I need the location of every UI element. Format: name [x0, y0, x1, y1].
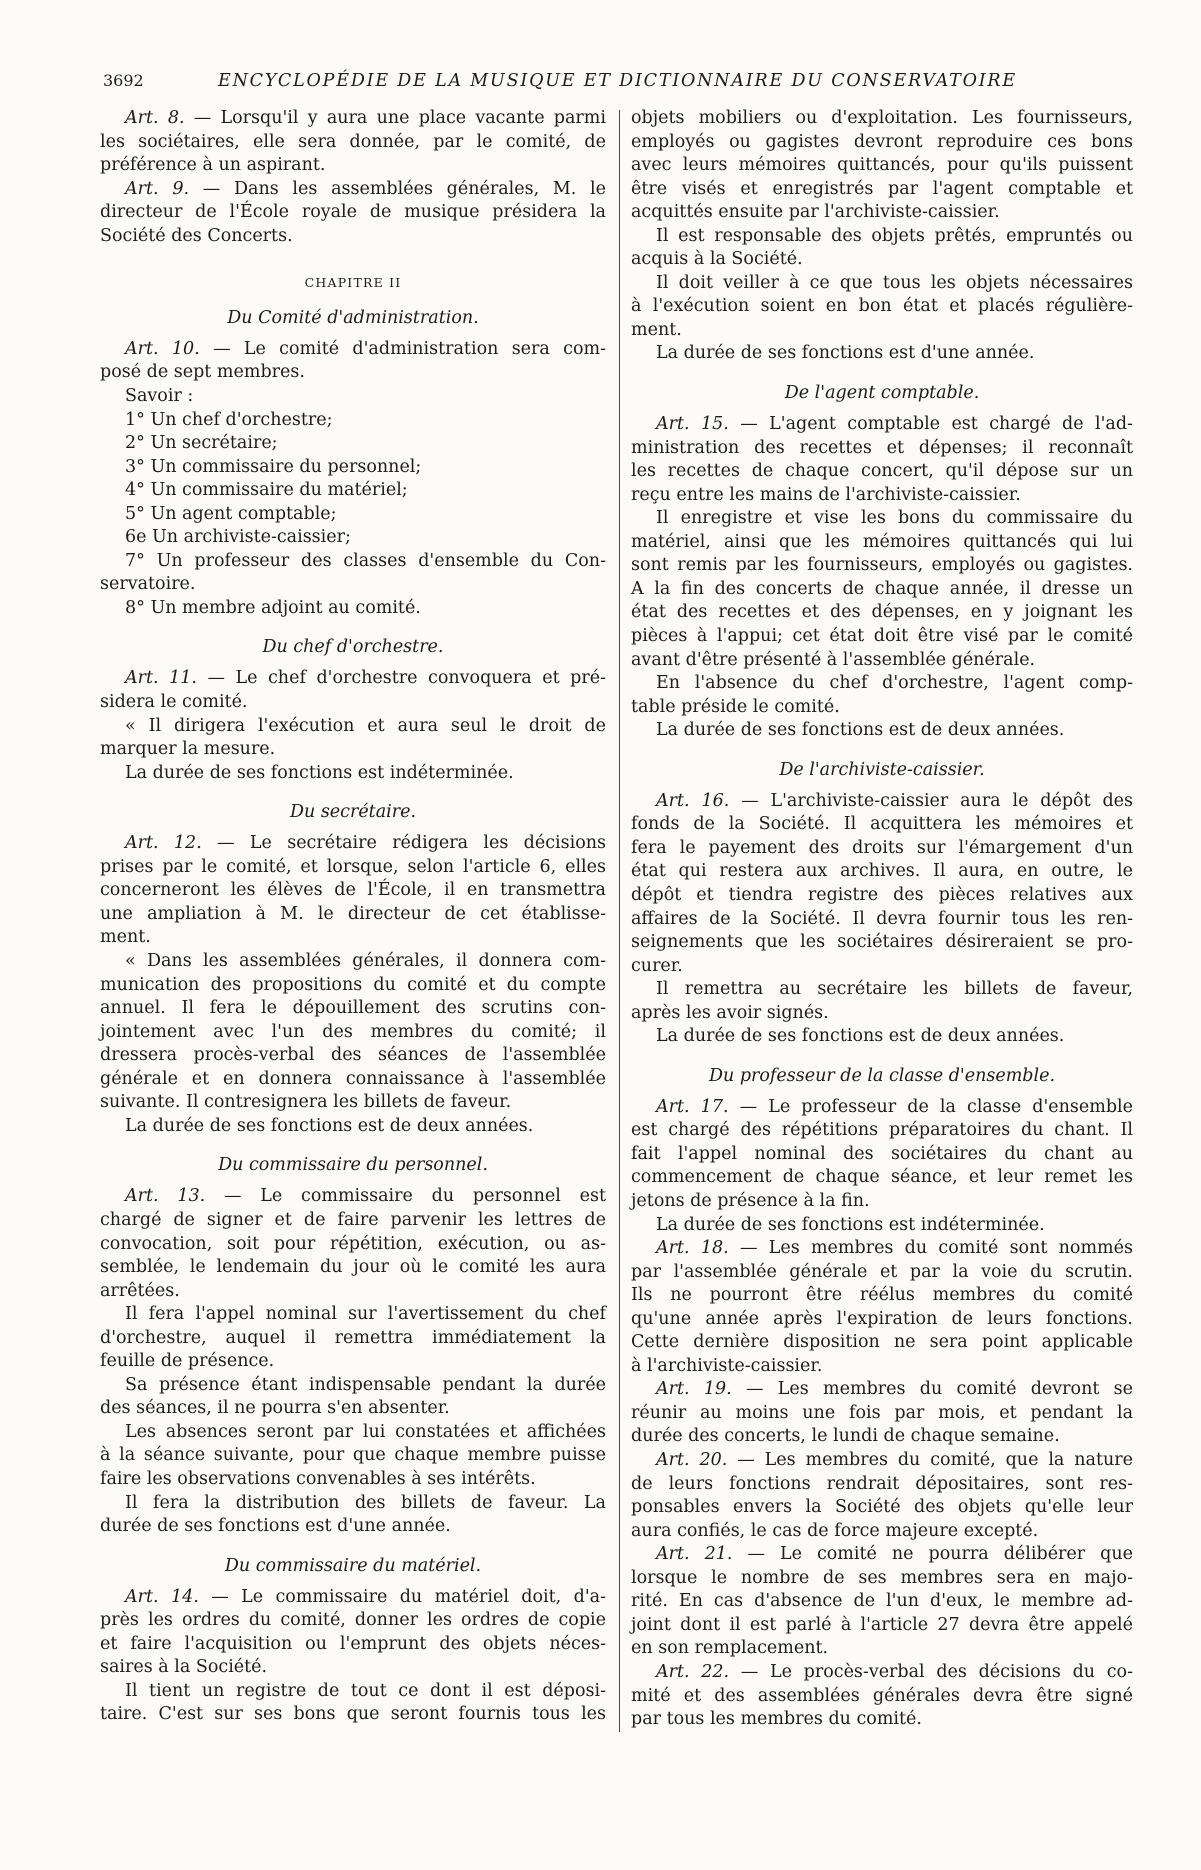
- article-paragraph: [631, 790, 1133, 978]
- text-line: La durée de ses fonctions est d'une année.: [656, 343, 1035, 364]
- text-line: fonds de la Société. Il acquittera les mémoires et: [631, 814, 1133, 835]
- text-line: [631, 1449, 1133, 1473]
- text-line: acquis à la Société.: [631, 249, 803, 270]
- text-line: Il remettra au secrétaire les billets de faveur,: [656, 979, 1133, 1000]
- article-label: Art. 16.: [656, 790, 730, 811]
- line-text: — Les membres du comité sont nommés: [739, 1238, 1133, 1259]
- line-text: — Les membres du comité devront se: [746, 1379, 1133, 1400]
- text-line: Il enregistre et vise les bons du commissaire du: [656, 508, 1133, 529]
- left-column: [100, 107, 606, 1727]
- text-line: préférence à un aspirant.: [100, 155, 326, 176]
- article-paragraph: [631, 413, 1133, 507]
- text-line: faire les observations convenables à ses intérêts.: [100, 1468, 536, 1489]
- text-line: réunir au moins une fois par mois, et pendant la: [631, 1402, 1133, 1423]
- article-paragraph: [100, 667, 606, 714]
- text-line: sont remis par les fournisseurs, employés ou gagistes.: [631, 555, 1133, 576]
- text-line: être visés et enregistrés par l'agent comptable et: [631, 178, 1133, 199]
- article-label: Art. 18.: [656, 1238, 729, 1259]
- paragraph: [100, 409, 606, 433]
- line-text: — Dans les assemblées générales, M. le: [202, 178, 607, 199]
- text-line: [100, 107, 606, 131]
- text-line: par l'assemblée générale et par la voie du scrutin.: [631, 1261, 1133, 1282]
- line-text: — Les membres du comité, que la nature: [737, 1450, 1133, 1471]
- text-line: La durée de ses fonctions est de deux années.: [656, 1026, 1065, 1047]
- page-number: 3692: [103, 71, 144, 90]
- article-paragraph: [631, 1543, 1133, 1661]
- article-paragraph: [100, 1185, 606, 1303]
- article-label: Art. 12.: [125, 833, 202, 854]
- text-line: [631, 790, 1133, 814]
- text-line: ment.: [631, 319, 682, 340]
- running-title: ENCYCLOPÉDIE DE LA MUSIQUE ET DICTIONNAIRE DU CONSERVATOIRE: [218, 71, 1017, 91]
- chapter-heading: CHAPITRE II: [304, 275, 402, 291]
- line-text: — Lorsqu'il y aura une place vacante parmi: [193, 108, 606, 128]
- paragraph: [631, 1025, 1133, 1049]
- article-label: Art. 17.: [656, 1096, 729, 1117]
- section-heading: Du professeur de la classe d'ensemble.: [708, 1065, 1056, 1086]
- line-text: — Le commissaire du matériel doit, d'a-: [211, 1586, 606, 1607]
- text-line: Il doit veiller à ce que tous les objets nécessaires: [656, 272, 1133, 293]
- text-line: servatoire.: [100, 574, 196, 595]
- text-line: curer.: [631, 955, 683, 976]
- text-line: Cette dernière disposition ne sera point applicable: [631, 1332, 1133, 1353]
- text-line: avant d'être présenté à l'assemblée générale.: [631, 649, 1036, 670]
- text-line: une ampliation à M. le directeur de cet établisse-: [100, 903, 606, 924]
- paragraph: [100, 1374, 606, 1421]
- text-line: lorsque le nombre de ses membres sera en majo-: [631, 1567, 1133, 1588]
- text-line: 7° Un professeur des classes d'ensemble du Con-: [125, 550, 606, 571]
- text-line: jointement avec l'un des membres du comité; il: [100, 1021, 606, 1042]
- paragraph: [631, 1214, 1133, 1238]
- text-line: convocation, soit pour répétition, exécution, ou as-: [100, 1233, 606, 1254]
- text-line: 5° Un agent comptable;: [125, 503, 337, 524]
- article-label: Art. 9.: [125, 178, 190, 199]
- text-line: générale et en donnera connaissance à l'assemblée: [100, 1068, 606, 1089]
- text-line: [100, 667, 606, 691]
- text-line: semblée, le lendemain du jour où le comité les aura: [100, 1257, 606, 1278]
- line-text: — Le chef d'orchestre convoquera et pré-: [207, 668, 606, 689]
- text-line: affaires de la Société. Il devra fournir tous les ren-: [631, 908, 1133, 929]
- right-column: [631, 107, 1133, 1732]
- text-line: [100, 1586, 606, 1610]
- text-line: La durée de ses fonctions est de deux années.: [125, 1115, 534, 1136]
- text-line: ponsables envers la Société des objets qu'elle leur: [631, 1497, 1133, 1518]
- text-line: sidera le comité.: [100, 692, 248, 713]
- article-paragraph: [100, 338, 606, 385]
- text-line: Société des Concerts.: [100, 225, 293, 246]
- text-line: table préside le comité.: [631, 696, 840, 717]
- paragraph: [100, 1492, 606, 1539]
- line-text: — Le commissaire du personnel est: [224, 1186, 606, 1207]
- article-label: Art. 22.: [656, 1661, 730, 1682]
- section-heading: Du commissaire du matériel.: [224, 1555, 482, 1576]
- text-line: 3° Un commissaire du personnel;: [125, 456, 422, 477]
- text-line: aura confiés, le cas de force majeure excepté.: [631, 1520, 1039, 1541]
- text-line: et faire l'acquisition ou l'emprunt des objets néces-: [100, 1633, 606, 1654]
- text-line: 2° Un secrétaire;: [125, 433, 278, 454]
- text-line: qu'une année après l'expiration de leurs fonctions.: [631, 1308, 1133, 1329]
- text-line: [631, 1543, 1133, 1567]
- text-line: Il fera l'appel nominal sur l'avertissement du chef: [125, 1304, 606, 1325]
- text-line: joint dont il est parlé à l'article 27 devra être appelé: [631, 1614, 1133, 1635]
- text-line: état des recettes et des dépenses, en y joignant les: [631, 602, 1133, 623]
- section-heading: De l'agent comptable.: [784, 383, 980, 404]
- text-line: acquittés ensuite par l'archiviste-caissier.: [631, 202, 1000, 223]
- text-line: à l'exécution soient en bon état et placés régulière-: [631, 296, 1133, 317]
- paragraph: [100, 550, 606, 597]
- text-line: durée de ses fonctions est d'une année.: [100, 1516, 451, 1537]
- article-label: Art. 15.: [656, 414, 729, 435]
- text-line: dépôt et tiendra registre des pièces relatives aux: [631, 884, 1133, 905]
- section-heading: Du chef d'orchestre.: [262, 637, 444, 658]
- text-line: « Dans les assemblées générales, il donnera com-: [125, 951, 606, 971]
- text-line: à la séance suivante, pour que chaque membre puisse: [100, 1445, 606, 1466]
- text-line: [100, 338, 606, 362]
- article-paragraph: [631, 1096, 1133, 1214]
- text-line: Les absences seront par lui constatées et affichées: [125, 1421, 606, 1442]
- article-label: Art. 21.: [656, 1544, 733, 1565]
- text-line: concerneront les élèves de l'École, il en transmettra: [100, 880, 606, 901]
- text-line: 4° Un commissaire du matériel;: [125, 480, 408, 501]
- article-paragraph: [631, 1449, 1133, 1543]
- text-line: est chargé des répétitions préparatoires du chant. Il: [631, 1120, 1133, 1141]
- text-line: arrêtées.: [100, 1280, 180, 1301]
- text-line: taire. C'est sur ses bons que seront fournis tous les: [100, 1704, 606, 1725]
- text-line: prises par le comité, et lorsque, selon l'article 6, elles: [100, 856, 606, 877]
- text-line: [631, 1661, 1133, 1685]
- paragraph: [631, 342, 1133, 366]
- text-line: des séances, il ne pourra s'en absenter.: [100, 1398, 450, 1419]
- text-line: commencement de chaque séance, et leur remet les: [631, 1167, 1133, 1188]
- text-line: Sa présence étant indispensable pendant la durée: [125, 1374, 606, 1395]
- text-line: Il fera la distribution des billets de faveur. La: [125, 1492, 606, 1513]
- paragraph: [100, 503, 606, 527]
- article-label: Art. 13.: [125, 1186, 206, 1207]
- text-line: La durée de ses fonctions est de deux années.: [656, 720, 1065, 741]
- paragraph: [631, 272, 1133, 343]
- paragraph: [631, 225, 1133, 272]
- text-line: feuille de présence.: [100, 1351, 275, 1372]
- paragraph: [100, 597, 606, 621]
- text-line: directeur de l'École royale de musique présidera la: [100, 202, 606, 223]
- text-line: [100, 1185, 606, 1209]
- paragraph: [631, 672, 1133, 719]
- line-text: — L'archiviste-caissier aura le dépôt des: [741, 790, 1133, 811]
- text-line: à l'archiviste-caissier.: [631, 1355, 823, 1376]
- article-label: Art. 20.: [656, 1450, 728, 1471]
- text-line: chargé de signer et de faire parvenir les lettres de: [100, 1209, 606, 1230]
- text-line: suivante. Il contresignera les billets de faveur.: [100, 1092, 512, 1113]
- text-line: [631, 1378, 1133, 1402]
- text-line: Il tient un registre de tout ce dont il est déposi-: [125, 1680, 606, 1701]
- text-line: fera le payement des droits sur l'émargement d'un: [631, 837, 1133, 858]
- text-line: durée des concerts, le lundi de chaque semaine.: [631, 1426, 1060, 1447]
- text-line: marquer la mesure.: [100, 739, 276, 760]
- text-line: dressera procès-verbal des séances de l'assemblée: [100, 1045, 606, 1066]
- text-line: employés ou gagistes devront reproduire ces bons: [631, 131, 1133, 152]
- text-line: La durée de ses fonctions est indéterminée.: [656, 1214, 1045, 1235]
- text-line: pièces à l'appui; cet état doit être visé par le comité: [631, 625, 1133, 646]
- text-line: [631, 1237, 1133, 1261]
- article-label: Art. 14.: [125, 1586, 199, 1607]
- line-text: — Le procès-verbal des décisions du co-: [740, 1661, 1133, 1682]
- paragraph: [100, 432, 606, 456]
- text-line: 6e Un archiviste-caissier;: [125, 527, 351, 548]
- paragraph: [100, 1421, 606, 1492]
- text-line: La durée de ses fonctions est indéterminée.: [125, 762, 514, 783]
- section-heading: Du Comité d'administration.: [227, 307, 479, 328]
- line-text: — Le secrétaire rédigera les décisions: [217, 833, 606, 854]
- paragraph: [100, 385, 606, 409]
- article-paragraph: [100, 107, 606, 178]
- paragraph: [100, 762, 606, 786]
- text-line: d'orchestre, auquel il remettra immédiatement la: [100, 1327, 606, 1348]
- paragraph: [100, 715, 606, 762]
- section-heading: Du secrétaire.: [289, 802, 417, 823]
- paragraph: [100, 479, 606, 503]
- text-line: mité et des assemblées générales devra être signé: [631, 1685, 1133, 1706]
- text-line: munication des propositions du comité et du compte: [100, 974, 606, 995]
- article-paragraph: [100, 832, 606, 950]
- line-text: — Le comité ne pourra délibérer que: [747, 1544, 1133, 1565]
- line-text: — Le comité d'administration sera com-: [213, 338, 606, 359]
- paragraph: [100, 1680, 606, 1727]
- text-line: les sociétaires, elle sera donnée, par le comité, de: [100, 131, 606, 152]
- text-line: état qui restera aux archives. Il aura, en outre, le: [631, 861, 1133, 882]
- article-paragraph: [631, 1661, 1133, 1732]
- paragraph: [100, 1303, 606, 1374]
- text-line: avec leurs mémoires quittancés, pour qu'ils puissent: [631, 155, 1133, 176]
- article-paragraph: [100, 1586, 606, 1680]
- text-line: [100, 832, 606, 856]
- text-line: « Il dirigera l'exécution et aura seul le droit de: [125, 715, 606, 736]
- paragraph: [631, 507, 1133, 672]
- paragraph: [100, 1115, 606, 1139]
- text-line: ment.: [100, 927, 151, 948]
- article-label: Art. 8.: [125, 108, 185, 128]
- line-text: — Le professeur de la classe d'ensemble: [739, 1096, 1133, 1117]
- text-line: [100, 178, 606, 202]
- text-line: reçu entre les mains de l'archiviste-caissier.: [631, 484, 1021, 505]
- article-paragraph: [631, 1378, 1133, 1449]
- text-line: les recettes de chaque concert, qu'il dépose sur un: [631, 461, 1133, 482]
- article-paragraph: [100, 178, 606, 249]
- text-line: matériel, ainsi que les mémoires quittancés qui lui: [631, 531, 1133, 552]
- text-line: saires à la Société.: [100, 1657, 268, 1678]
- text-line: En l'absence du chef d'orchestre, l'agent comp-: [656, 673, 1133, 694]
- text-line: [631, 413, 1133, 437]
- text-line: en son remplacement.: [631, 1638, 829, 1659]
- text-line: par tous les membres du comité.: [631, 1709, 922, 1730]
- article-label: Art. 19.: [656, 1379, 732, 1400]
- text-line: de leurs fonctions rendrait dépositaires, sont res-: [631, 1473, 1133, 1494]
- text-line: Il est responsable des objets prêtés, empruntés ou: [656, 225, 1133, 246]
- column-divider: [619, 110, 620, 1732]
- text-line: [631, 1096, 1133, 1120]
- text-line: fait l'appel nominal des sociétaires du chant au: [631, 1143, 1133, 1164]
- text-line: A la fin des concerts de chaque année, il dresse un: [631, 578, 1133, 599]
- text-line: jetons de présence à la fin.: [631, 1191, 870, 1212]
- text-line: 1° Un chef d'orchestre;: [125, 409, 333, 430]
- paragraph: [100, 950, 606, 1115]
- text-line: ministration des recettes et dépenses; il reconnaît: [631, 437, 1133, 458]
- text-line: Savoir :: [125, 385, 194, 406]
- line-text: — L'agent comptable est chargé de l'ad-: [740, 414, 1133, 435]
- text-line: annuel. Il fera le dépouillement des scrutins con-: [100, 998, 606, 1019]
- section-heading: De l'archiviste-caissier.: [779, 759, 985, 780]
- text-line: après les avoir signés.: [631, 1002, 829, 1023]
- paragraph: [631, 978, 1133, 1025]
- paragraph: [100, 456, 606, 480]
- paragraph: [631, 107, 1133, 225]
- article-label: Art. 10.: [125, 338, 200, 359]
- section-heading: Du commissaire du personnel.: [218, 1155, 488, 1176]
- text-line: posé de sept membres.: [100, 362, 305, 383]
- text-line: seignements que les sociétaires désireraient se pro-: [631, 932, 1133, 953]
- article-paragraph: [631, 1237, 1133, 1378]
- text-line: rité. En cas d'absence de l'un d'eux, le membre ad-: [631, 1591, 1133, 1612]
- text-line: 8° Un membre adjoint au comité.: [125, 597, 421, 618]
- text-line: près les ordres du comité, donner les ordres de copie: [100, 1610, 606, 1631]
- text-line: objets mobiliers ou d'exploitation. Les fournisseurs,: [631, 108, 1133, 128]
- text-line: Ils ne pourront être réélus membres du comité: [631, 1285, 1133, 1306]
- article-label: Art. 11.: [125, 668, 197, 689]
- paragraph: [100, 526, 606, 550]
- paragraph: [631, 719, 1133, 743]
